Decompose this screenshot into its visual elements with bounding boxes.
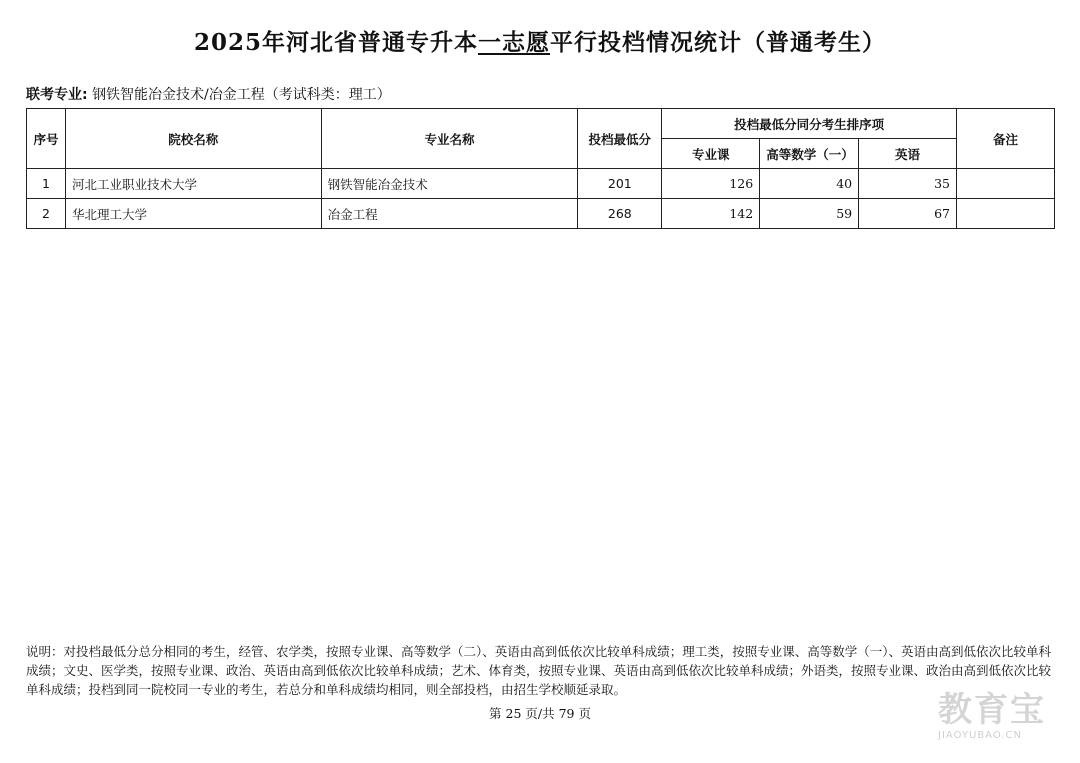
cell-major: 冶金工程 (321, 199, 578, 229)
major-label: 联考专业: (26, 87, 88, 103)
cell-major: 钢铁智能冶金技术 (321, 169, 578, 199)
table-row (27, 169, 1055, 199)
cell-sub1: 126 (662, 169, 760, 199)
explanation-note: 说明：对投档最低分总分相同的考生，经管、农学类，按照专业课、高等数学（二）、英语由高到低依次比较单科成绩；理工类，按照专业课、高等数学（一）、英语由高到低依次比较单科成绩；文史、医学类，按照专业课、政治、英语由高到低依次比较单科成绩；艺术、体育类，按照专业课、英语由高到低依次比较单科成绩；外语类，按照专业课、政治由高到低依次比较单科成绩；投档到同一院校同一专业的考生，若总分和单科成绩均相同，则全部投档，由招生学校顺延录取。 (26, 644, 1052, 697)
cell-min-score: 201 (578, 169, 662, 199)
table-row (27, 199, 1055, 229)
watermark-text: 教育宝 (938, 690, 1046, 730)
cell-sub3: 35 (859, 169, 957, 199)
admission-table (26, 108, 1055, 229)
header-seq: 序号 (27, 109, 66, 169)
cell-seq: 1 (27, 169, 66, 199)
header-remark: 备注 (957, 109, 1055, 169)
header-sub3: 英语 (859, 139, 957, 169)
header-sub2: 高等数学（一） (760, 139, 859, 169)
header-row-1 (27, 109, 1055, 139)
watermark-url: JIAOYUBAO.CN (938, 730, 1022, 741)
cell-sub1: 142 (662, 199, 760, 229)
header-major: 专业名称 (321, 109, 578, 169)
header-tiebreak: 投档最低分同分考生排序项 (662, 109, 957, 139)
header-school: 院校名称 (65, 109, 321, 169)
cell-sub2: 59 (760, 199, 859, 229)
cell-sub3: 67 (859, 199, 957, 229)
title-suffix: 平行投档情况统计（普通考生） (550, 29, 886, 56)
title-underlined: 一志愿 (478, 29, 550, 56)
header-min-score: 投档最低分 (578, 109, 662, 169)
cell-remark (957, 199, 1055, 229)
cell-seq: 2 (27, 199, 66, 229)
cell-school: 河北工业职业技术大学 (65, 169, 321, 199)
cell-min-score: 268 (578, 199, 662, 229)
cell-remark (957, 169, 1055, 199)
cell-sub2: 40 (760, 169, 859, 199)
header-sub1: 专业课 (662, 139, 760, 169)
watermark-logo (938, 690, 1058, 745)
cell-school: 华北理工大学 (65, 199, 321, 229)
major-value: 钢铁智能冶金技术/冶金工程（考试科类：理工） (92, 87, 391, 103)
major-line (26, 84, 391, 104)
title-prefix: 2025年河北省普通专升本 (193, 29, 478, 56)
page-number: 第 25 页/共 79 页 (489, 706, 591, 721)
page-title (0, 24, 1080, 57)
